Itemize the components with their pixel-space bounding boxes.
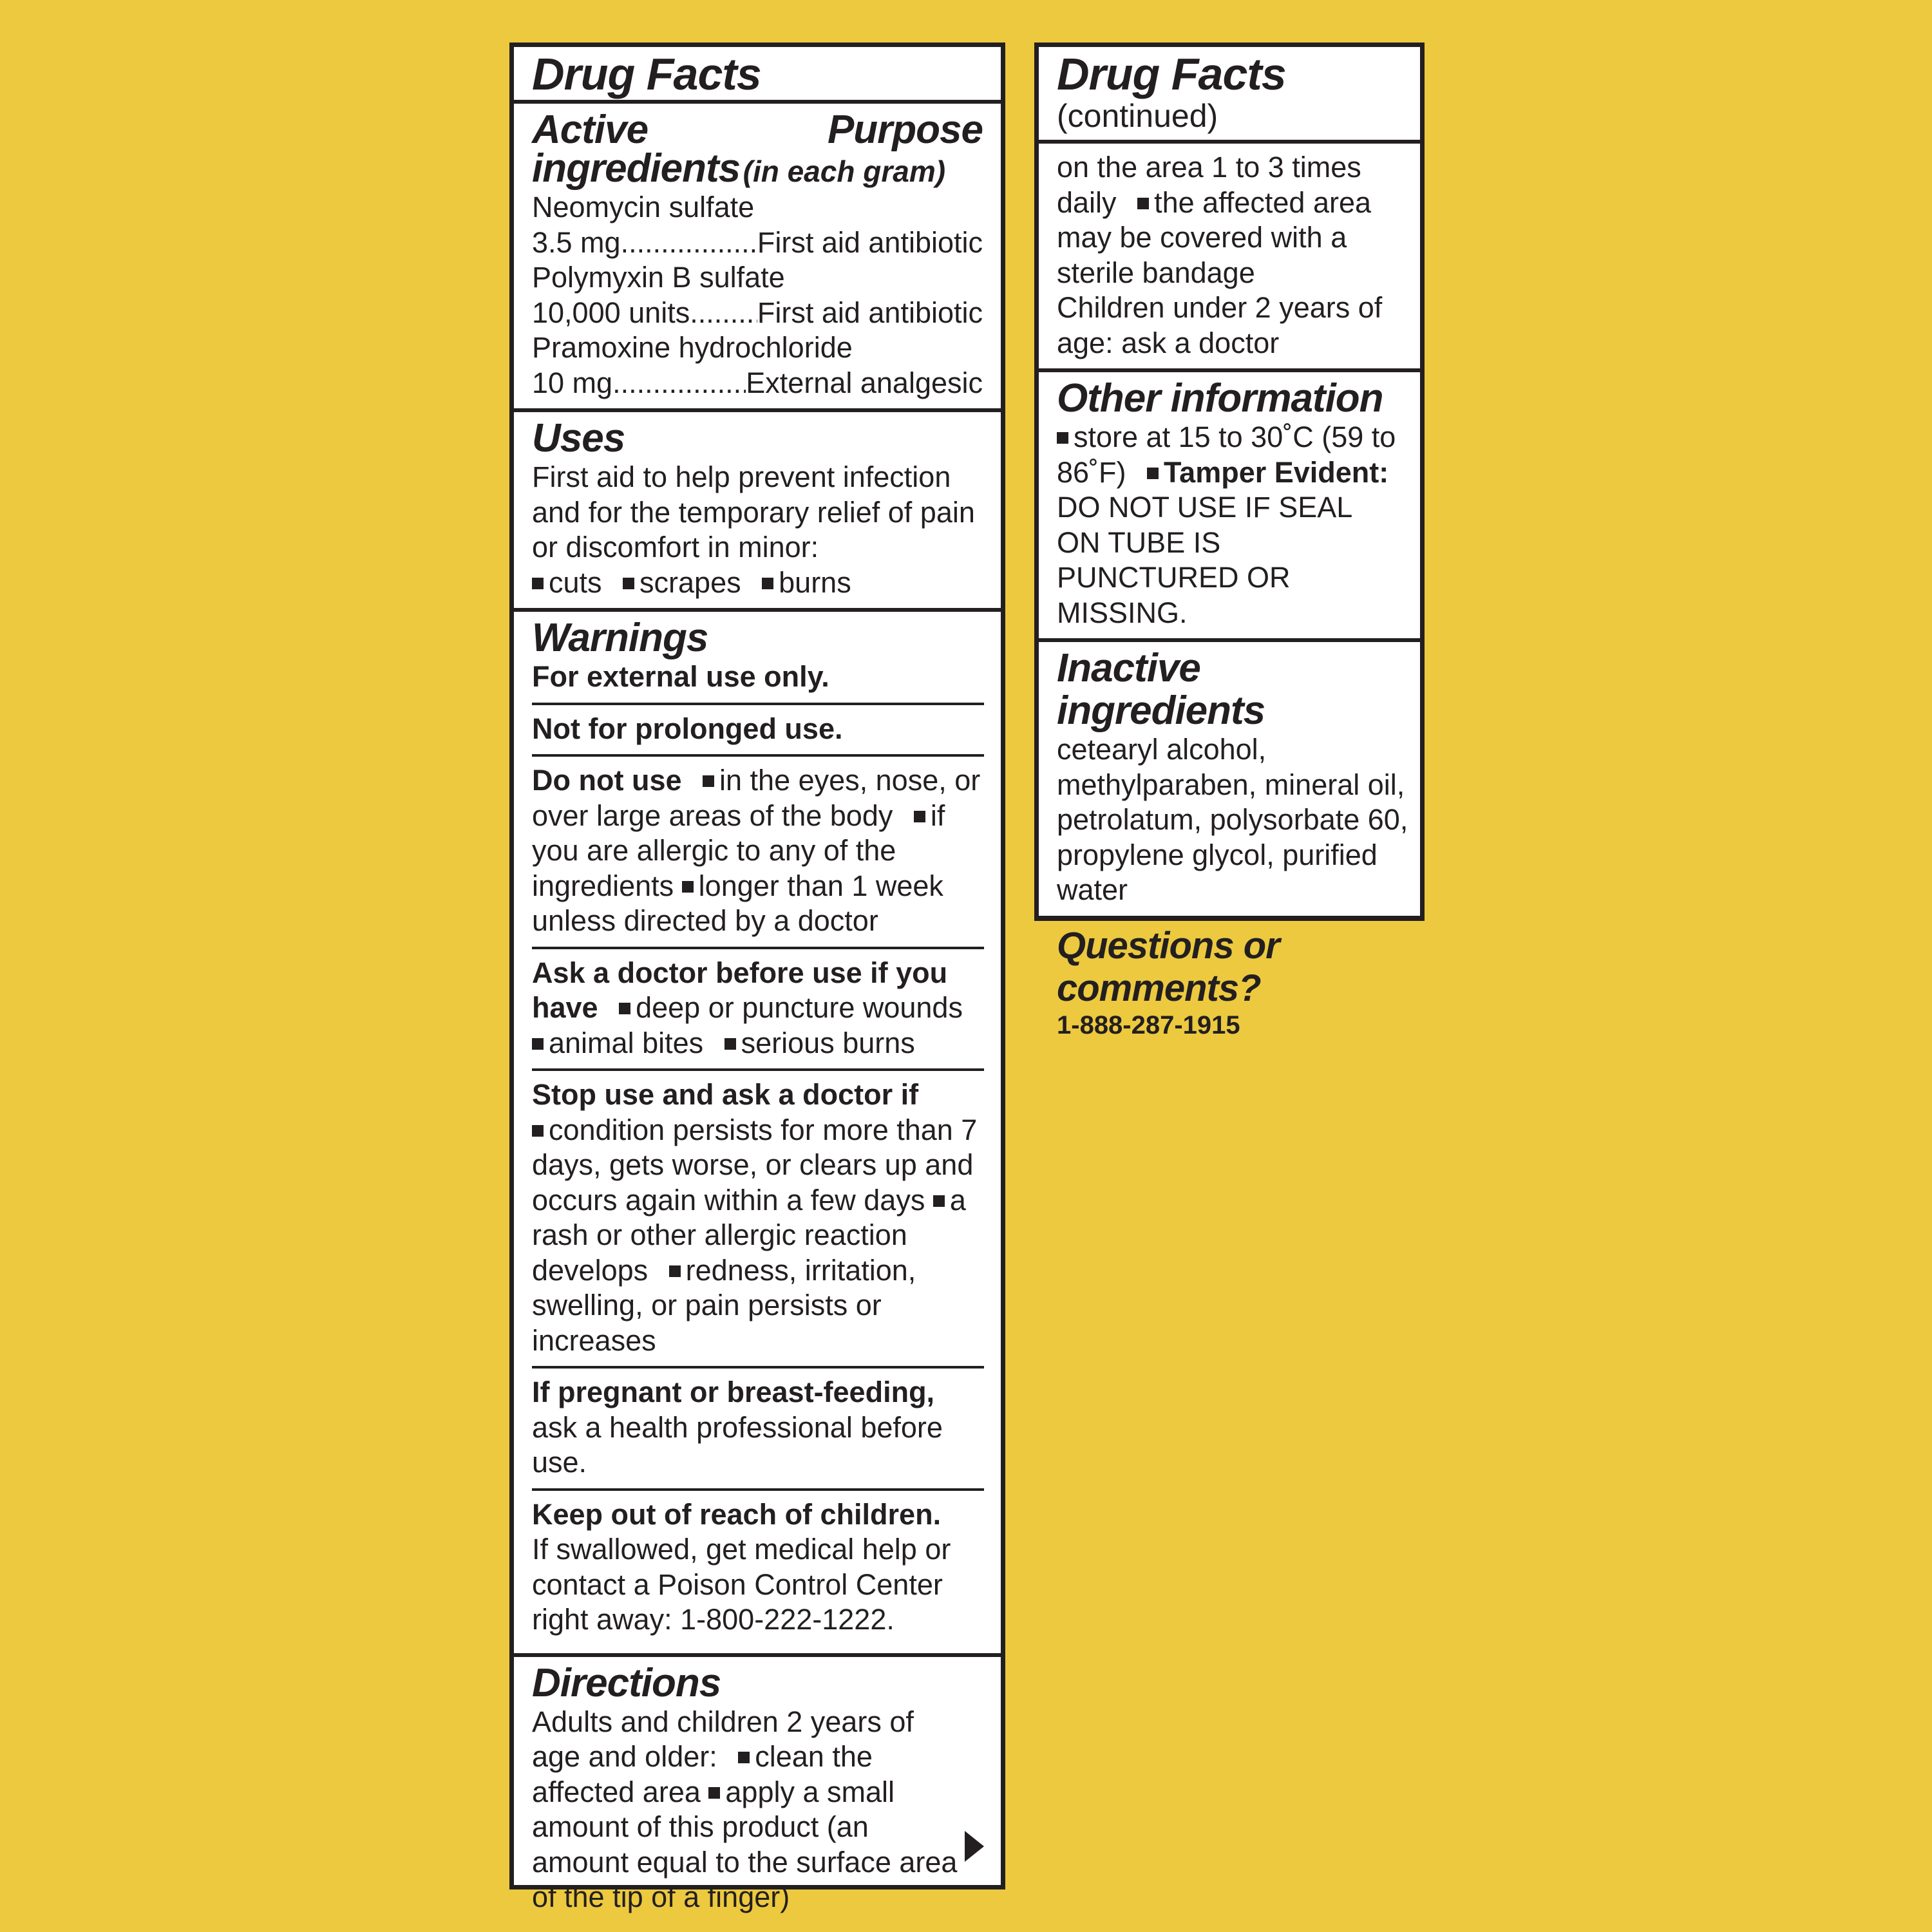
drug-facts-continued-panel <box>1034 43 1425 1039</box>
ask-doctor-item: animal bites <box>549 1026 704 1059</box>
square-bullet-icon <box>1147 468 1159 479</box>
ingredient-row <box>532 225 983 261</box>
purpose-heading: Purpose <box>827 108 983 152</box>
directions-item: apply a small amount of this product (an amount equal to the surface area of the tip of a finger) <box>532 1775 958 1913</box>
uses-bullet: scrapes <box>639 565 741 599</box>
square-bullet-icon <box>738 1752 750 1763</box>
directions-heading: Directions <box>532 1660 721 1705</box>
stop-use-block <box>532 1071 984 1368</box>
questions-section <box>1039 920 1420 1048</box>
do-not-use-label: Do not use <box>532 764 682 797</box>
do-not-use-item: in the eyes, nose, or over large areas of the body <box>532 764 981 832</box>
pregnancy-block <box>532 1368 984 1491</box>
ask-doctor-item: deep or puncture wounds <box>636 991 963 1024</box>
keep-out-text: If swallowed, get medical help or contact a Poison Control Center right away: 1-800-222-1222. <box>532 1533 951 1636</box>
square-bullet-icon <box>623 578 634 589</box>
ingredient-purpose: First aid antibiotic <box>757 296 983 329</box>
continued-subtitle: (continued) <box>1057 98 1218 134</box>
ingredients-heading: ingredients <box>532 146 741 191</box>
directions-text <box>532 1705 983 1915</box>
warnings-section <box>514 612 1001 1657</box>
square-bullet-icon <box>914 811 925 822</box>
ingredient-amount: 10 mg <box>532 366 613 399</box>
stop-use-label: Stop use and ask a doctor if <box>532 1078 919 1111</box>
ingredient-name: Pramoxine hydrochloride <box>532 331 853 364</box>
tamper-text: DO NOT USE IF SEAL ON TUBE IS PUNCTURED OR MISSING. <box>1057 491 1352 629</box>
directions-item: clean the affected area <box>532 1740 873 1808</box>
uses-section <box>514 412 1001 612</box>
inactive-ingredients-heading: Inactive ingredients <box>1057 646 1265 733</box>
storage-text: store at 15 to 30˚C (59 to 86˚F) <box>1057 421 1396 489</box>
tamper-label: Tamper Evident: <box>1164 455 1389 489</box>
stop-use-item: redness, irritation, swelling, or pain persists or increases <box>532 1253 916 1357</box>
drug-facts-title: Drug Facts <box>532 49 761 99</box>
ingredient-name: Neomycin sulfate <box>532 191 755 223</box>
continued-directions-start: on the area 1 to 3 times daily <box>1057 151 1361 219</box>
pregnancy-label: If pregnant or breast-feeding, <box>532 1376 935 1408</box>
ask-doctor-item: serious burns <box>741 1026 915 1059</box>
do-not-use-block <box>532 757 984 949</box>
square-bullet-icon <box>703 775 714 787</box>
square-bullet-icon <box>933 1195 945 1207</box>
square-bullet-icon <box>532 1038 544 1050</box>
uses-description: First aid to help prevent infection and for the temporary relief of pain or discomfort in minor: <box>532 460 975 564</box>
square-bullet-icon <box>682 881 694 893</box>
directions-intro: Adults and children 2 years of age and older: <box>532 1705 914 1773</box>
ingredient-amount: 3.5 mg <box>532 225 621 259</box>
square-bullet-icon <box>1057 432 1068 444</box>
drug-facts-title: Drug Facts <box>1057 49 1286 99</box>
inactive-ingredients-section <box>1039 642 1420 920</box>
active-heading-row <box>532 109 983 151</box>
drug-facts-panel <box>509 43 1005 1913</box>
stop-use-item: a rash or other allergic reaction develops <box>532 1183 966 1287</box>
active-heading-line2 <box>532 147 983 190</box>
square-bullet-icon <box>724 1038 736 1050</box>
pregnancy-text: ask a health professional before use. <box>532 1410 943 1479</box>
other-information-section <box>1039 372 1420 642</box>
keep-out-label: Keep out of reach of children. <box>532 1497 942 1531</box>
uses-text <box>532 460 983 600</box>
uses-bullet: burns <box>779 565 851 599</box>
continued-directions-section <box>1039 144 1420 372</box>
per-gram-note: (in each gram) <box>743 155 946 188</box>
active-heading: Active <box>532 108 649 152</box>
directions-section <box>514 1657 1001 1923</box>
ingredient-purpose: First aid antibiotic <box>757 225 983 259</box>
ingredient-purpose: External analgesic <box>746 366 983 399</box>
prolonged-use-warning: Not for prolonged use. <box>532 705 984 757</box>
ask-doctor-block <box>532 949 984 1072</box>
stop-use-item: condition persists for more than 7 days, gets worse, or clears up and occurs again within a few days <box>532 1113 978 1217</box>
ingredient-name: Polymyxin B sulfate <box>532 261 785 294</box>
continued-directions-item: the affected area may be covered with a sterile bandage <box>1057 185 1372 289</box>
ask-doctor-label: Ask a doctor before use if you have <box>532 956 948 1024</box>
uses-bullet: cuts <box>549 565 602 599</box>
children-direction: Children under 2 years of age: ask a doctor <box>1057 291 1383 359</box>
active-ingredients-section <box>514 104 1001 412</box>
title-section <box>514 47 1001 104</box>
ingredient-list <box>532 190 983 401</box>
square-bullet-icon <box>532 1125 544 1137</box>
do-not-use-item: longer than 1 week unless directed by a doctor <box>532 869 943 937</box>
uses-heading: Uses <box>532 416 625 460</box>
ingredient-row <box>532 366 983 401</box>
keep-out-block <box>532 1491 984 1645</box>
square-bullet-icon <box>762 578 773 589</box>
square-bullet-icon <box>669 1265 681 1277</box>
ingredient-row <box>532 296 983 331</box>
ingredient-amount: 10,000 units <box>532 296 690 329</box>
square-bullet-icon <box>1137 198 1149 209</box>
continued-title-section <box>1039 47 1420 144</box>
square-bullet-icon <box>708 1787 720 1799</box>
inactive-ingredients-text: cetearyl alcohol, methylparaben, mineral oil, petrolatum, polysorbate 60, propylene glycol, purified water <box>1057 733 1408 906</box>
other-information-heading: Other information <box>1057 376 1383 421</box>
other-information-text <box>1057 420 1402 630</box>
continued-directions-text <box>1057 150 1402 361</box>
square-bullet-icon <box>619 1003 630 1014</box>
warnings-heading: Warnings <box>532 616 708 660</box>
questions-phone: 1-888-287-1915 <box>1057 1010 1240 1039</box>
questions-heading: Questions or comments? <box>1057 924 1280 1009</box>
do-not-use-item: if you are allergic to any of the ingredients <box>532 799 945 902</box>
arrow-right-icon <box>965 1831 984 1862</box>
square-bullet-icon <box>532 578 544 589</box>
external-use-warning: For external use only. <box>532 659 984 705</box>
